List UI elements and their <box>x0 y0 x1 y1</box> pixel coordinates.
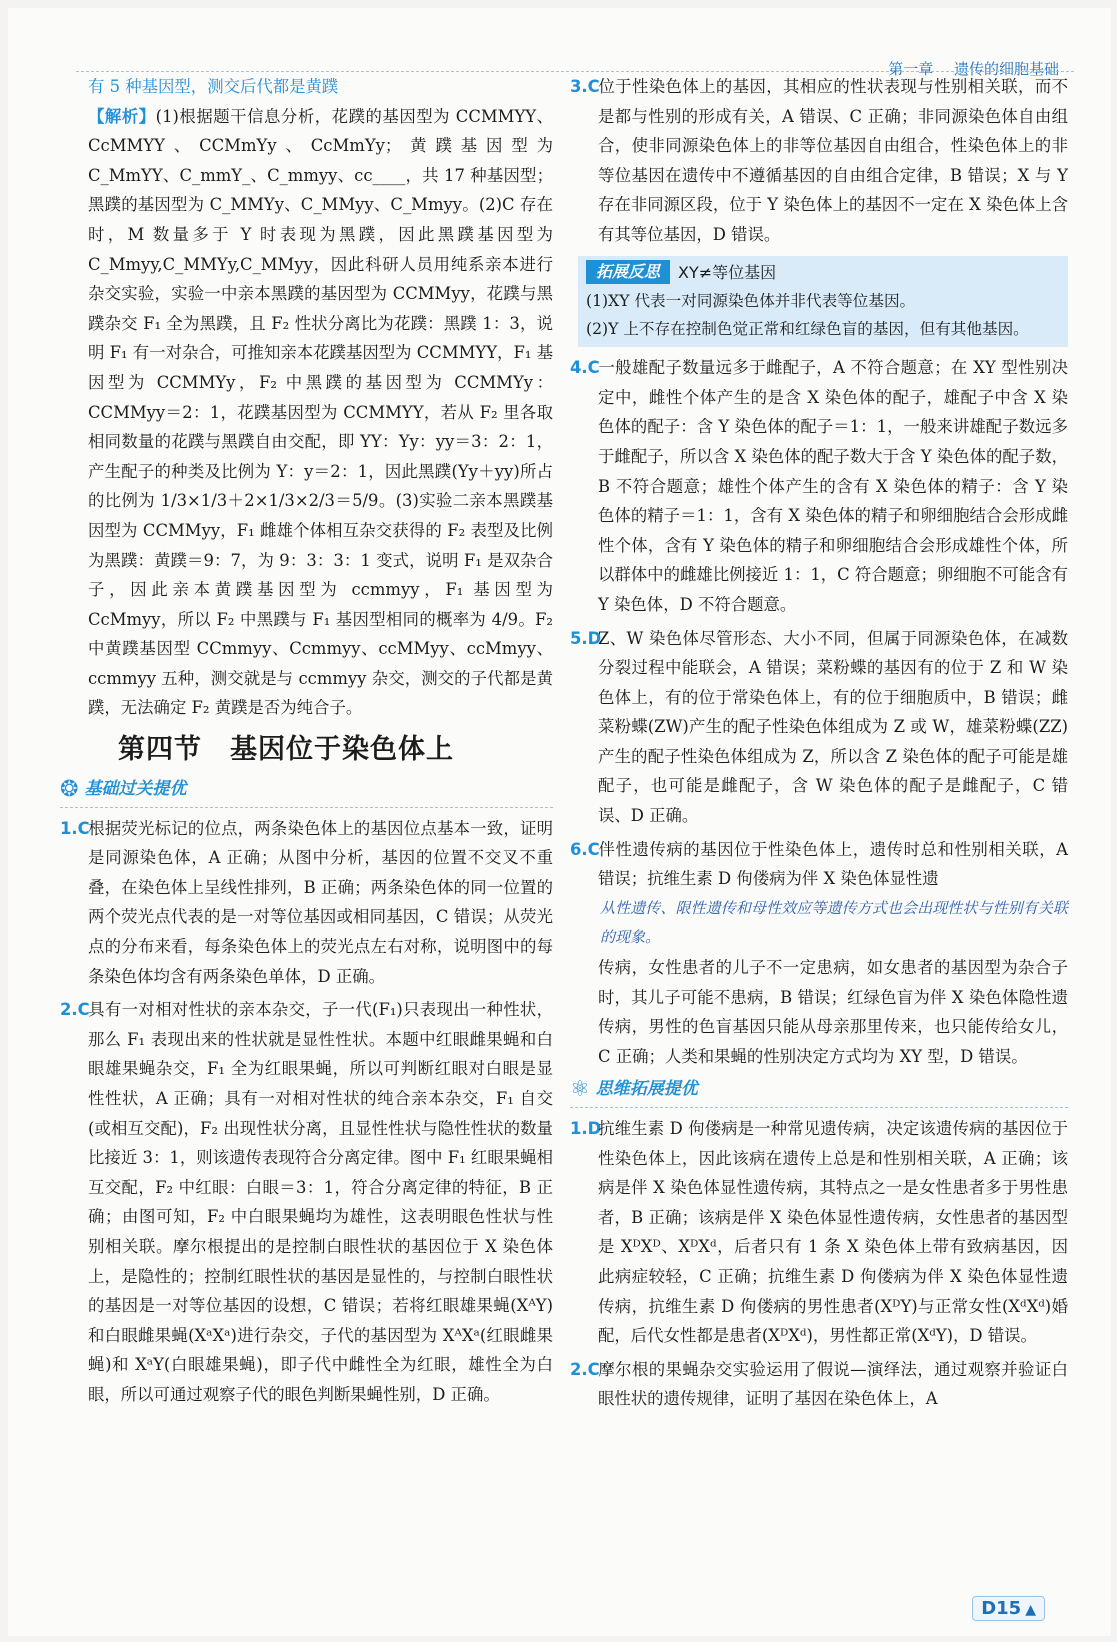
answer-text: 根据荧光标记的位点，两条染色体上的基因位点基本一致，证明是同源染色体，A 正确；从图中分析，基因的位置不交叉不重叠，在染色体上呈线性排列，B 正确；两条染色体的同一位置的两个荧光点代表的是一对等位基因或相同基因，C 错误；从荧光点的分布来看，每条染色体上的荧光点左右对称，说明图中的每条染色体均含有两条染色单体，D 正确。 <box>88 818 553 986</box>
lead-line: 有 5 种基因型，测交后代都是黄蹼 <box>88 77 339 96</box>
analysis-paragraph <box>88 102 553 723</box>
answer-item <box>570 1355 1068 1414</box>
answer-text: 抗维生素 D 佝偻病是一种常见遗传病，决定该遗传病的基因位于性染色体上，因此该病在遗传上总是和性别相关联，A 正确；该病是伴 X 染色体显性遗传病，其特点之一是女性患者多于男性患者，B 正确；该病是伴 X 染色体显性遗传病，女性患者的基因型是 XᴰXᴰ、XᴰXᵈ，后者只有 1 条 X 染色体上带有致病基因，因此病症较轻，C 正确；抗维生素 D 佝偻病为伴 X 染色体显性遗传病，抗维生素 D 佝偻病的男性患者(XᴰY)与正常女性(XᵈXᵈ)婚配，后代女性都是患者(XᴰXᵈ)，男性都正常(XᵈY)，D 错误。 <box>598 1119 1068 1346</box>
answer-number: 6.C <box>570 839 600 859</box>
answer-item <box>60 995 553 1409</box>
answer-item <box>570 1114 1068 1351</box>
answer-item <box>60 814 553 992</box>
basic-band <box>60 775 553 808</box>
section-name: 基因位于染色体上 <box>230 734 454 766</box>
thinking-band <box>570 1075 1068 1108</box>
box-label: 拓展反思 <box>586 260 670 284</box>
answer-number: 2.C <box>570 1359 600 1379</box>
box-item: (1)XY 代表一对同源染色体并非代表等位基因。 <box>586 292 916 311</box>
page-number: D15 ▲ <box>972 1596 1045 1621</box>
chapter-title: 遗传的细胞基础 <box>953 60 1059 78</box>
handwritten-note: 从性遗传、限性遗传和母性效应等遗传方式也会出现性状与性别有关联的现象。 <box>600 898 1068 947</box>
answer-item <box>570 72 1068 250</box>
section-title <box>118 731 553 769</box>
answer-number: 4.C <box>570 358 600 378</box>
answer-number: 1.C <box>60 818 90 838</box>
answer-text: 伴性遗传病的基因位于性染色体上，遗传时总和性别相关联，A 错误；抗维生素 D 佝偻病为伴 X 染色体显性遗 <box>598 839 1068 889</box>
swirl-icon: ❂ <box>60 777 79 803</box>
analysis-text: (1)根据题干信息分析，花蹼的基因型为 CCMMYY、CcMMYY、CCMmYy、CcMmYy；黄蹼基因型为 C_MmYY、C_mmY_、C_mmyy、cc____，共 17 种基因型；黑蹼的基因型为 C_MMYy、C_MMyy、C_Mmyy。(2)C 存在时，M 数量多于 Y 时表现为黑蹼，因此黑蹼基因型为 C_Mmyy,C_MMYy,C_MMyy，因此科研人员用纯系亲本进行杂交实验，实验一中亲本黑蹼的基因型为 CCMMyy，花蹼与黑蹼杂交 F₁ 全为黑蹼，且 F₂ 性状分离比为花蹼：黑蹼 1：3，说明 F₁ 有一对杂合，可推知亲本花蹼基因型为 CCMMYY，F₁ 基因型为 CCMMYy，F₂ 中黑蹼的基因型为 CCMMYy：CCMMyy＝2：1，花蹼基因型为 CCMMYY，若从 F₂ 里各取相同数量的花蹼与黑蹼自由交配，即 YY：Yy：yy＝3：2：1，产生配子的种类及比例为 Y：y＝2：1，因此黑蹼(Yy＋yy)所占的比例为 1/3×1/3＋2×1/3×2/3＝5/9。(3)实验二亲本黑蹼基因型为 CCMMyy，F₁ 雌雄个体相互杂交获得的 F₂ 表型及比例为黑蹼：黄蹼＝9：7，为 9：3：3：1 变式，说明 F₁ 是双杂合子，因此亲本黄蹼基因型为 ccmmyy，F₁ 基因型为 CcMmyy，所以 F₂ 中黑蹼与 F₁ 基因型相同的概率为 4/9。F₂ 中黄蹼基因型 CCmmyy、Ccmmyy、ccMMyy、ccMmyy、ccmmyy 五种，测交就是与 ccmmyy 杂交，测交的子代都是黄蹼，无法确定 F₂ 黄蹼是否为纯合子。 <box>88 106 554 718</box>
answer-text: 摩尔根的果蝇杂交实验运用了假说—演绎法，通过观察并验证白眼性状的遗传规律，证明了基因在染色体上，A <box>598 1359 1068 1409</box>
answer-number: 5.D <box>570 628 602 648</box>
answer-item <box>570 835 1068 894</box>
atom-icon: ⚛ <box>570 1077 590 1103</box>
box-title: XY≠等位基因 <box>678 262 777 282</box>
answer-continuation: 传病，女性患者的儿子不一定患病，如女患者的基因型为杂合子时，其儿子可能不患病，B 错误；红绿色盲为伴 X 染色体隐性遗传病，男性的色盲基因只能从母亲那里传来，也只能传给女儿，C 正确；人类和果蝇的性别决定方式均为 XY 型，D 错误。 <box>598 958 1068 1066</box>
analysis-tag: 【解析】 <box>88 106 156 126</box>
up-arrow-icon: ▲ <box>1025 1602 1036 1618</box>
answer-number: 3.C <box>570 77 600 96</box>
answer-item <box>570 353 1068 619</box>
answer-text: Z、W 染色体尽管形态、大小不同，但属于同源染色体，在减数分裂过程中能联会，A 错误；菜粉蝶的基因有的位于 Z 和 W 染色体上，有的位于常染色体上，有的位于细胞质中，B 错误；雌菜粉蝶(ZW)产生的配子性染色体组成为 Z 或 W，雄菜粉蝶(ZZ)产生的配子性染色体组成为 Z，所以含 Z 染色体的配子可能是雄配子，也可能是雌配子，含 W 染色体的配子是雌配子，C 错误、D 正确。 <box>598 628 1068 826</box>
left-column <box>60 72 554 1410</box>
answer-number: 1.D <box>570 1119 602 1138</box>
answer-text: 具有一对相对性状的亲本杂交，子一代(F₁)只表现出一种性状，那么 F₁ 表现出来的性状就是显性性状。本题中红眼雌果蝇和白眼雄果蝇杂交，F₁ 全为红眼果蝇，所以可判断红眼对白眼是显性性状，A 正确；具有一对相对性状的纯合亲本杂交，F₁ 自交(或相互交配)，F₂ 出现性状分离，且显性性状与隐性性状的数量比接近 3：1，则该遗传表现符合分离定律。图中 F₁ 红眼果蝇相互交配，F₂ 中红眼：白眼＝3：1，符合分离定律的特征，B 正确；由图可知，F₂ 中白眼果蝇均为雄性，这表明眼色性状与性别相关联。摩尔根提出的是控制白眼性状的基因位于 X 染色体上，是隐性的；控制红眼性状的基因是显性的，与控制白眼性状的基因是一对等位基因的设想，C 错误；若将红眼雄果蝇(XᴬY)和白眼雌果蝇(XᵃXᵃ)进行杂交，子代的基因型为 XᴬXᵃ(红眼雌果蝇)和 XᵃY(白眼雄果蝇)，即子代中雌性全为红眼，雄性全为白眼，所以可通过观察子代的眼色判断果蝇性别，D 正确。 <box>88 1000 553 1404</box>
band-title: 基础过关提优 <box>84 779 187 800</box>
answer-number: 2.C <box>60 1000 90 1020</box>
box-item: (2)Y 上不存在控制色觉正常和红绿色盲的基因，但有其他基因。 <box>586 320 1029 339</box>
right-column <box>570 72 1068 1414</box>
band-title: 思维拓展提优 <box>595 1079 698 1100</box>
answer-text: 一般雄配子数量远多于雌配子，A 不符合题意；在 XY 型性别决定中，雌性个体产生的是含 X 染色体的配子，雄配子中含 X 染色体的配子：含 Y 染色体的配子＝1：1，一般来讲雄配子数远多于雌配子，所以含 X 染色体的配子数大于含 Y 染色体的配子数，B 不符合题意；雄性个体产生的含有 X 染色体的精子：含 Y 染色体的精子＝1：1，含有 X 染色体的精子和卵细胞结合会形成雌性个体，含有 Y 染色体的精子和卵细胞结合会形成雄性个体，所以群体中的雌雄比例接近 1：1，C 符合题意；卵细胞不可能含有 Y 染色体，D 不符合题意。 <box>598 358 1068 614</box>
reflection-box <box>578 256 1068 348</box>
answer-text: 位于性染色体上的基因，其相应的性状表现与性别相关联，而不是都与性别的形成有关，A 错误、C 正确；非同源染色体自由组合，使非同源染色体上的非等位基因自由组合，性染色体上的非等位基因在遗传中不遵循基因的自由组合定律，B 错误；X 与 Y 存在非同源区段，位于 Y 染色体上的基因不一定在 X 染色体上含有其等位基因，D 错误。 <box>598 77 1068 244</box>
chapter-label: 第一章 <box>888 60 934 78</box>
section-number: 第四节 <box>118 734 202 766</box>
answer-item <box>570 624 1068 831</box>
